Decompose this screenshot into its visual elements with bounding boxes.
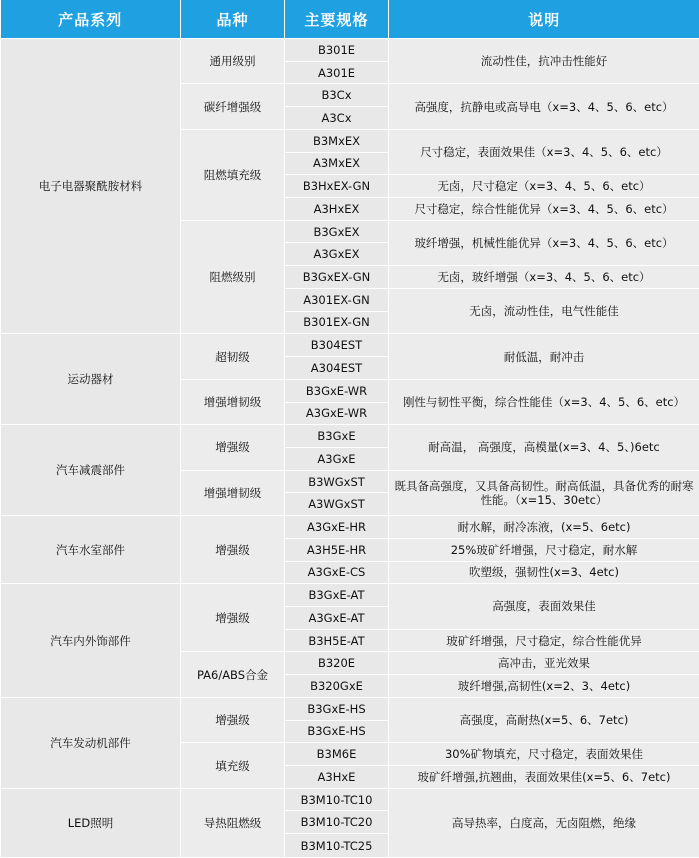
grade-cell: B3GxE-AT bbox=[285, 584, 389, 607]
table-row bbox=[1, 697, 699, 720]
table-row bbox=[1, 425, 699, 448]
description-cell: 尺寸稳定，综合性能优异（x=3、4、5、6、etc） bbox=[389, 198, 699, 221]
grade-cell: B3GxEX-GN bbox=[285, 266, 389, 289]
grade-cell: B3Cx bbox=[285, 84, 389, 107]
grade-cell: A3GxE-WR bbox=[285, 402, 389, 425]
description-cell: 耐低温，耐冲击 bbox=[389, 334, 699, 379]
grade-cell: A3H5E-HR bbox=[285, 538, 389, 561]
series-cell: LED照明 bbox=[1, 788, 181, 857]
series-cell: 汽车水室部件 bbox=[1, 516, 181, 584]
table-header-row bbox=[1, 0, 699, 39]
grade-cell: A301E bbox=[285, 61, 389, 84]
grade-cell: A3HxEX bbox=[285, 198, 389, 221]
grade-cell: A3GxEX bbox=[285, 243, 389, 266]
table-row bbox=[1, 584, 699, 607]
grade-cell: A3GxE-HR bbox=[285, 516, 389, 539]
description-cell: 耐水解，耐冷冻液，(x=5、6etc) bbox=[389, 516, 699, 539]
series-cell: 汽车发动机部件 bbox=[1, 697, 181, 788]
header-variety: 品种 bbox=[181, 0, 285, 39]
grade-cell: B3GxE bbox=[285, 425, 389, 448]
grade-cell: A3Cx bbox=[285, 107, 389, 130]
table-row bbox=[1, 516, 699, 539]
grade-cell: B3M10-TC10 bbox=[285, 788, 389, 811]
header-spec: 主要规格 bbox=[285, 0, 389, 39]
grade-cell: B3GxE-HS bbox=[285, 697, 389, 720]
grade-cell: B3GxEX bbox=[285, 220, 389, 243]
variety-cell: 填充级 bbox=[181, 743, 285, 788]
grade-cell: A301EX-GN bbox=[285, 288, 389, 311]
grade-cell: B320E bbox=[285, 652, 389, 675]
variety-cell: 增强级 bbox=[181, 516, 285, 584]
table-body bbox=[1, 39, 699, 858]
variety-cell: 增强级 bbox=[181, 584, 285, 652]
grade-cell: A3MxEX bbox=[285, 152, 389, 175]
grade-cell: B304EST bbox=[285, 334, 389, 357]
grade-cell: A3GxE-AT bbox=[285, 606, 389, 629]
description-cell: 高强度，抗静电或高导电（x=3、4、5、6、etc） bbox=[389, 84, 699, 129]
series-cell: 汽车减震部件 bbox=[1, 425, 181, 516]
variety-cell: 增强级 bbox=[181, 697, 285, 742]
table-row bbox=[1, 788, 699, 811]
variety-cell: 增强增韧级 bbox=[181, 379, 285, 424]
series-cell: 运动器材 bbox=[1, 334, 181, 425]
description-cell: 高强度，表面效果佳 bbox=[389, 584, 699, 629]
variety-cell: 超韧级 bbox=[181, 334, 285, 379]
description-cell: 尺寸稳定，表面效果佳（x=3、4、5、6、etc） bbox=[389, 129, 699, 174]
grade-cell: A3HxE bbox=[285, 766, 389, 789]
description-cell: 30%矿物填充，尺寸稳定，表面效果佳 bbox=[389, 743, 699, 766]
variety-cell: 碳纤增强级 bbox=[181, 84, 285, 129]
variety-cell: 阻燃级别 bbox=[181, 220, 285, 334]
description-cell: 耐高温， 高强度，高模量(x=3、4、5、)6etc bbox=[389, 425, 699, 470]
grade-cell: A3GxE-CS bbox=[285, 561, 389, 584]
description-cell: 流动性佳，抗冲击性能好 bbox=[389, 39, 699, 84]
description-cell: 25%玻矿纤增强，尺寸稳定，耐水解 bbox=[389, 538, 699, 561]
description-cell: 玻纤增强，机械性能优异（x=3、4、5、6、etc） bbox=[389, 220, 699, 265]
grade-cell: A304EST bbox=[285, 357, 389, 380]
variety-cell: 增强增韧级 bbox=[181, 470, 285, 515]
grade-cell: B3MxEX bbox=[285, 129, 389, 152]
description-cell: 高冲击，亚光效果 bbox=[389, 652, 699, 675]
header-series: 产品系列 bbox=[1, 0, 181, 39]
description-cell: 玻矿纤增强,抗翘曲，表面效果佳(x=5、6、7etc) bbox=[389, 766, 699, 789]
table-row bbox=[1, 334, 699, 357]
grade-cell: A3GxE bbox=[285, 447, 389, 470]
description-cell: 无卤，流动性佳，电气性能佳 bbox=[389, 288, 699, 333]
variety-cell: 通用级别 bbox=[181, 39, 285, 84]
table-row bbox=[1, 39, 699, 62]
variety-cell: PA6/ABS合金 bbox=[181, 652, 285, 697]
grade-cell: B3GxE-HS bbox=[285, 720, 389, 743]
description-cell: 高强度，高耐热(x=5、6、7etc) bbox=[389, 697, 699, 742]
description-cell: 无卤，尺寸稳定（x=3、4、5、6、etc） bbox=[389, 175, 699, 198]
description-cell: 无卤，玻纤增强（x=3、4、5、6、etc） bbox=[389, 266, 699, 289]
grade-cell: B3HxEX-GN bbox=[285, 175, 389, 198]
variety-cell: 导热阻燃级 bbox=[181, 788, 285, 857]
variety-cell: 增强级 bbox=[181, 425, 285, 470]
series-cell: 汽车内外饰部件 bbox=[1, 584, 181, 698]
description-cell: 高导热率，白度高，无卤阻燃，绝缘 bbox=[389, 788, 699, 857]
grade-cell: B301E bbox=[285, 39, 389, 62]
grade-cell: A3WGxST bbox=[285, 493, 389, 516]
description-cell: 玻矿纤增强，尺寸稳定，综合性能优异 bbox=[389, 629, 699, 652]
grade-cell: B320GxE bbox=[285, 675, 389, 698]
description-cell: 玻纤增强,高韧性(x=2、3、4etc) bbox=[389, 675, 699, 698]
grade-cell: B3M10-TC20 bbox=[285, 811, 389, 834]
description-cell: 刚性与韧性平衡，综合性能佳（x=3、4、5、6、etc） bbox=[389, 379, 699, 424]
header-desc: 说明 bbox=[389, 0, 699, 39]
grade-cell: B3M10-TC25 bbox=[285, 834, 389, 858]
description-cell: 吹塑级，强韧性(x=3、4etc) bbox=[389, 561, 699, 584]
description-cell: 既具备高强度，又具备高韧性。耐高低温，具备优秀的耐寒性能。（x=15、30etc） bbox=[389, 470, 699, 515]
series-cell: 电子电器聚酰胺材料 bbox=[1, 39, 181, 334]
variety-cell: 阻燃填充级 bbox=[181, 129, 285, 220]
grade-cell: B301EX-GN bbox=[285, 311, 389, 334]
grade-cell: B3GxE-WR bbox=[285, 379, 389, 402]
grade-cell: B3H5E-AT bbox=[285, 629, 389, 652]
grade-cell: B3M6E bbox=[285, 743, 389, 766]
grade-cell: B3WGxST bbox=[285, 470, 389, 493]
